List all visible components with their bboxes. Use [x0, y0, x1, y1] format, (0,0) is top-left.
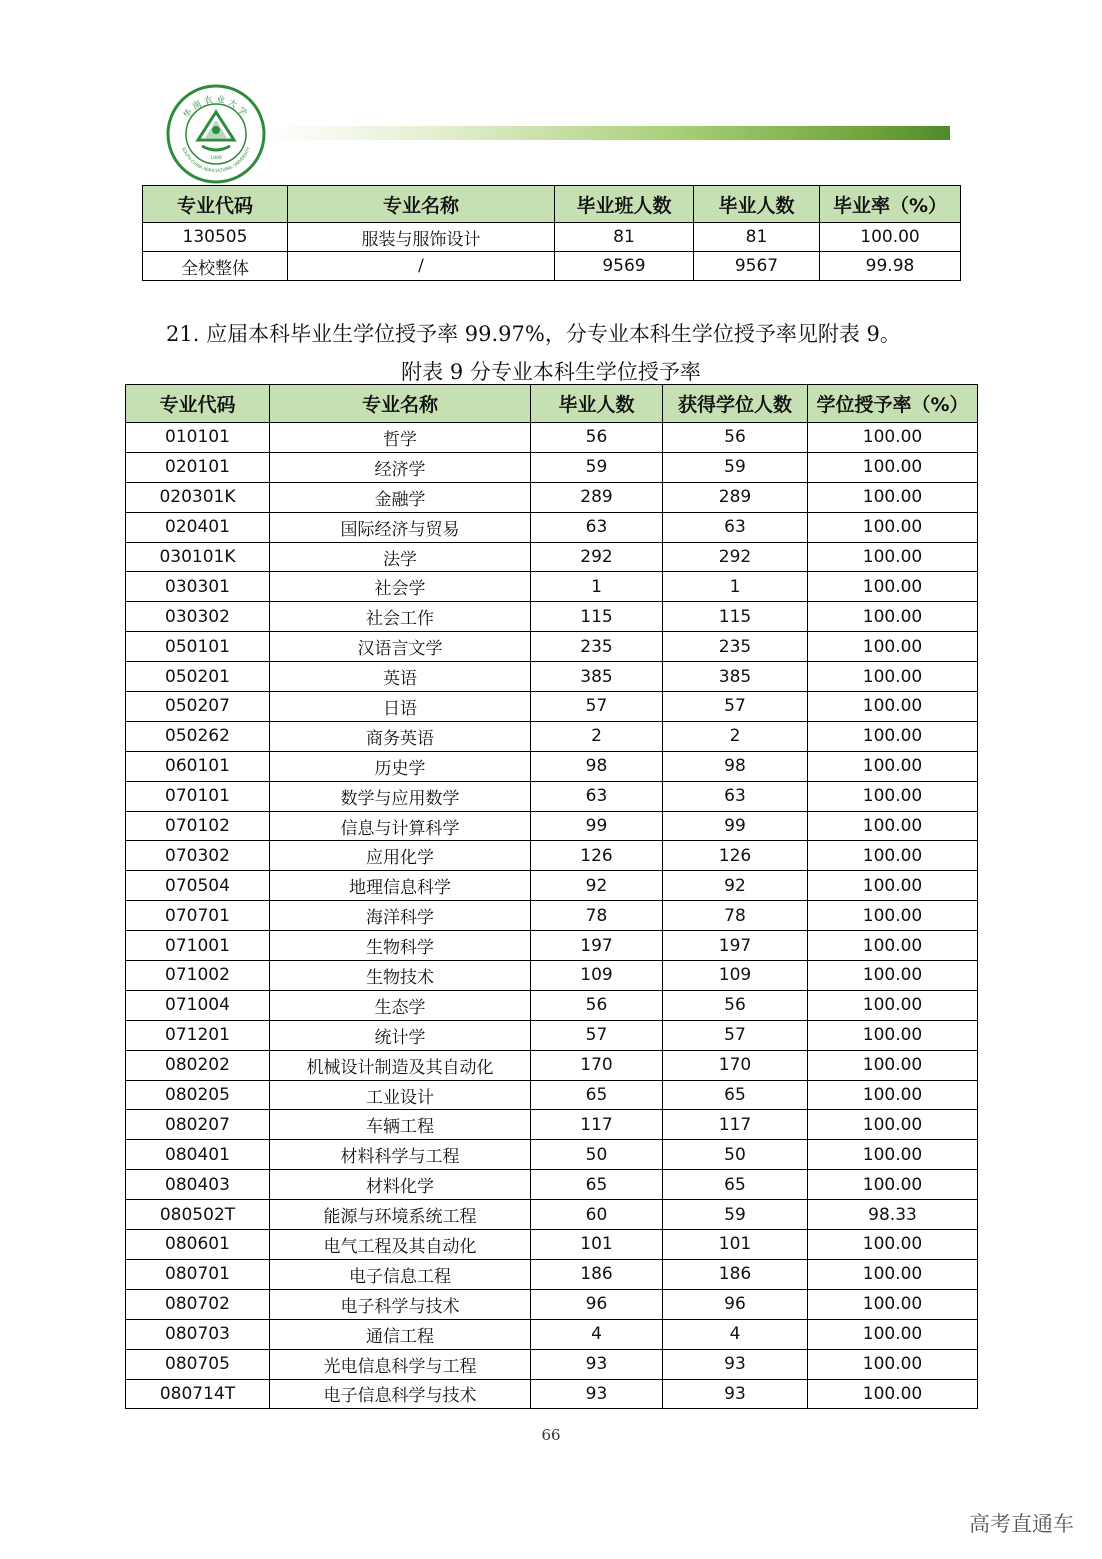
table-row: [126, 841, 978, 871]
cell-count-b: 63: [663, 781, 808, 811]
cell-major-code: 130505: [143, 223, 288, 252]
table-row: [126, 871, 978, 901]
cell-count-b: 4: [663, 1319, 808, 1349]
cell-rate: 100.00: [808, 871, 978, 901]
cell-rate: 100.00: [808, 602, 978, 632]
table-row: [126, 1170, 978, 1200]
cell-major-name: 国际经济与贸易: [270, 512, 531, 542]
table9-caption: 附表 9 分专业本科生学位授予率: [401, 360, 701, 384]
cell-rate: 100.00: [808, 1140, 978, 1170]
cell-rate: 100.00: [808, 990, 978, 1020]
cell-major-code: 080705: [126, 1349, 270, 1379]
table-row: [126, 901, 978, 931]
cell-count-b: 81: [694, 223, 820, 252]
cell-major-name: 金融学: [270, 482, 531, 512]
header-major-name: 专业名称: [288, 186, 555, 223]
cell-major-code: 050201: [126, 662, 270, 692]
cell-major-name: 车辆工程: [270, 1110, 531, 1140]
cell-rate: 100.00: [808, 931, 978, 961]
cell-major-name: 海洋科学: [270, 901, 531, 931]
cell-major-code: 030101K: [126, 542, 270, 572]
cell-count-a: 57: [531, 692, 663, 722]
cell-rate: 100.00: [808, 572, 978, 602]
table-row: [126, 482, 978, 512]
cell-count-a: 385: [531, 662, 663, 692]
cell-count-a: 57: [531, 1020, 663, 1050]
cell-count-a: 63: [531, 781, 663, 811]
cell-rate: 100.00: [808, 1080, 978, 1110]
cell-count-b: 78: [663, 901, 808, 931]
cell-count-a: 170: [531, 1050, 663, 1080]
table-row: [126, 512, 978, 542]
cell-count-b: 63: [663, 512, 808, 542]
cell-major-code: 080207: [126, 1110, 270, 1140]
university-logo: [166, 84, 266, 184]
cell-count-a: 197: [531, 931, 663, 961]
cell-rate: 100.00: [808, 632, 978, 662]
cell-major-code: 070302: [126, 841, 270, 871]
header-degree-rate: 学位授予率（%）: [808, 385, 978, 423]
cell-rate: 100.00: [808, 1230, 978, 1260]
cell-count-b: 59: [663, 1200, 808, 1230]
header-graduate-count: 毕业人数: [531, 385, 663, 423]
cell-rate: 100.00: [808, 482, 978, 512]
table-row: [126, 1200, 978, 1230]
cell-count-b: 197: [663, 931, 808, 961]
cell-count-a: 9569: [555, 252, 694, 281]
cell-rate: 100.00: [808, 1379, 978, 1409]
cell-count-b: 56: [663, 423, 808, 453]
cell-rate: 99.98: [820, 252, 961, 281]
cell-rate: 100.00: [808, 961, 978, 991]
watermark-text: 高考直通车: [969, 1512, 1074, 1536]
cell-count-a: 63: [531, 512, 663, 542]
logo-year: 1909: [210, 156, 222, 161]
cell-major-name: 电子信息科学与技术: [270, 1379, 531, 1409]
cell-major-name: 电气工程及其自动化: [270, 1230, 531, 1260]
cell-major-code: 071004: [126, 990, 270, 1020]
table-row: [126, 542, 978, 572]
cell-rate: 100.00: [808, 781, 978, 811]
cell-count-b: 65: [663, 1080, 808, 1110]
cell-rate: 100.00: [808, 721, 978, 751]
cell-count-b: 65: [663, 1170, 808, 1200]
cell-major-code: 071002: [126, 961, 270, 991]
table-row: [126, 602, 978, 632]
cell-count-a: 56: [531, 423, 663, 453]
cell-count-a: 101: [531, 1230, 663, 1260]
table-row: [126, 1289, 978, 1319]
cell-rate: 100.00: [808, 1319, 978, 1349]
cell-rate: 100.00: [808, 1349, 978, 1379]
cell-major-name: 生物技术: [270, 961, 531, 991]
cell-rate: 100.00: [808, 1289, 978, 1319]
table-row: [126, 692, 978, 722]
graduation-rate-table: [142, 185, 961, 281]
cell-count-a: 96: [531, 1289, 663, 1319]
logo-university-name: 华南农业大学: [181, 94, 251, 121]
cell-major-code: 030301: [126, 572, 270, 602]
table-row: [126, 423, 978, 453]
table-row: [126, 1259, 978, 1289]
header-graduate-count: 毕业人数: [694, 186, 820, 223]
cell-count-a: 65: [531, 1080, 663, 1110]
cell-count-a: 289: [531, 482, 663, 512]
cell-rate: 100.00: [808, 423, 978, 453]
cell-count-b: 98: [663, 751, 808, 781]
cell-count-a: 1: [531, 572, 663, 602]
cell-major-code: 050207: [126, 692, 270, 722]
cell-major-name: 生态学: [270, 990, 531, 1020]
cell-major-code: 071201: [126, 1020, 270, 1050]
cell-count-b: 126: [663, 841, 808, 871]
cell-major-code: 060101: [126, 751, 270, 781]
cell-count-a: 99: [531, 811, 663, 841]
cell-major-name: 工业设计: [270, 1080, 531, 1110]
cell-count-b: 289: [663, 482, 808, 512]
cell-count-b: 2: [663, 721, 808, 751]
cell-count-b: 1: [663, 572, 808, 602]
header-major-code: 专业代码: [126, 385, 270, 423]
cell-major-code: 全校整体: [143, 252, 288, 281]
cell-count-a: 81: [555, 223, 694, 252]
cell-count-a: 93: [531, 1349, 663, 1379]
cell-rate: 100.00: [808, 512, 978, 542]
cell-major-name: 哲学: [270, 423, 531, 453]
cell-major-name: 机械设计制造及其自动化: [270, 1050, 531, 1080]
cell-count-b: 115: [663, 602, 808, 632]
table-row: [126, 990, 978, 1020]
table-row: [126, 1319, 978, 1349]
cell-count-b: 57: [663, 692, 808, 722]
cell-count-b: 109: [663, 961, 808, 991]
cell-count-b: 99: [663, 811, 808, 841]
cell-rate: 100.00: [820, 223, 961, 252]
table-row: [126, 1020, 978, 1050]
cell-major-name: 历史学: [270, 751, 531, 781]
table-row: [126, 751, 978, 781]
cell-major-code: 080702: [126, 1289, 270, 1319]
header-graduation-rate: 毕业率（%）: [820, 186, 961, 223]
cell-rate: 100.00: [808, 1050, 978, 1080]
cell-rate: 98.33: [808, 1200, 978, 1230]
cell-major-code: 030302: [126, 602, 270, 632]
table-row: [126, 931, 978, 961]
cell-major-name: /: [288, 252, 555, 281]
cell-major-code: 080714T: [126, 1379, 270, 1409]
cell-major-code: 070701: [126, 901, 270, 931]
degree-rate-table: [125, 384, 978, 1409]
cell-major-name: 光电信息科学与工程: [270, 1349, 531, 1379]
table-row: [126, 1140, 978, 1170]
table-row: [126, 1110, 978, 1140]
cell-major-code: 080703: [126, 1319, 270, 1349]
cell-rate: 100.00: [808, 751, 978, 781]
cell-rate: 100.00: [808, 452, 978, 482]
table-header-row: [143, 186, 961, 223]
cell-count-a: 56: [531, 990, 663, 1020]
table-row: [126, 572, 978, 602]
cell-major-name: 商务英语: [270, 721, 531, 751]
cell-major-code: 071001: [126, 931, 270, 961]
cell-rate: 100.00: [808, 1170, 978, 1200]
header-gradient-bar: [268, 126, 950, 140]
cell-major-code: 020301K: [126, 482, 270, 512]
cell-count-b: 92: [663, 871, 808, 901]
table-row: [126, 1230, 978, 1260]
cell-major-name: 材料化学: [270, 1170, 531, 1200]
table-row: [126, 811, 978, 841]
cell-count-a: 92: [531, 871, 663, 901]
cell-major-name: 英语: [270, 662, 531, 692]
cell-rate: 100.00: [808, 841, 978, 871]
cell-rate: 100.00: [808, 1259, 978, 1289]
table-row: [126, 452, 978, 482]
cell-count-a: 126: [531, 841, 663, 871]
cell-major-name: 电子信息工程: [270, 1259, 531, 1289]
cell-count-b: 59: [663, 452, 808, 482]
cell-count-a: 60: [531, 1200, 663, 1230]
table-row: [126, 961, 978, 991]
table-row: [126, 1080, 978, 1110]
cell-count-a: 115: [531, 602, 663, 632]
cell-count-b: 96: [663, 1289, 808, 1319]
cell-major-name: 材料科学与工程: [270, 1140, 531, 1170]
cell-major-name: 地理信息科学: [270, 871, 531, 901]
cell-count-a: 292: [531, 542, 663, 572]
cell-major-name: 社会工作: [270, 602, 531, 632]
cell-count-b: 93: [663, 1379, 808, 1409]
cell-count-a: 2: [531, 721, 663, 751]
cell-major-name: 法学: [270, 542, 531, 572]
table-row: [126, 632, 978, 662]
table-row: [126, 1379, 978, 1409]
cell-major-name: 通信工程: [270, 1319, 531, 1349]
cell-major-name: 数学与应用数学: [270, 781, 531, 811]
cell-count-b: 117: [663, 1110, 808, 1140]
cell-rate: 100.00: [808, 542, 978, 572]
cell-major-name: 生物科学: [270, 931, 531, 961]
cell-major-code: 070102: [126, 811, 270, 841]
cell-major-code: 070101: [126, 781, 270, 811]
cell-count-b: 235: [663, 632, 808, 662]
cell-count-a: 4: [531, 1319, 663, 1349]
cell-count-b: 101: [663, 1230, 808, 1260]
cell-major-code: 080205: [126, 1080, 270, 1110]
cell-major-name: 日语: [270, 692, 531, 722]
cell-major-code: 080202: [126, 1050, 270, 1080]
cell-major-name: 经济学: [270, 452, 531, 482]
cell-major-name: 统计学: [270, 1020, 531, 1050]
cell-count-a: 186: [531, 1259, 663, 1289]
table-row: [126, 1050, 978, 1080]
logo-english-name: SOUTH CHINA AGRICULTURAL UNIVERSITY: [181, 146, 251, 174]
cell-count-b: 292: [663, 542, 808, 572]
cell-major-name: 服装与服饰设计: [288, 223, 555, 252]
cell-major-code: 020101: [126, 452, 270, 482]
cell-major-code: 050101: [126, 632, 270, 662]
cell-rate: 100.00: [808, 1110, 978, 1140]
cell-major-code: 080701: [126, 1259, 270, 1289]
cell-major-name: 汉语言文学: [270, 632, 531, 662]
table-header-row: [126, 385, 978, 423]
table-row: [126, 721, 978, 751]
cell-count-a: 235: [531, 632, 663, 662]
cell-major-code: 080502T: [126, 1200, 270, 1230]
cell-major-code: 070504: [126, 871, 270, 901]
cell-count-b: 9567: [694, 252, 820, 281]
cell-major-code: 010101: [126, 423, 270, 453]
cell-count-b: 57: [663, 1020, 808, 1050]
cell-count-b: 56: [663, 990, 808, 1020]
cell-rate: 100.00: [808, 662, 978, 692]
cell-count-b: 93: [663, 1349, 808, 1379]
table-row: [126, 662, 978, 692]
cell-major-code: 050262: [126, 721, 270, 751]
cell-major-name: 应用化学: [270, 841, 531, 871]
cell-count-a: 50: [531, 1140, 663, 1170]
table-row: [143, 223, 961, 252]
cell-count-b: 50: [663, 1140, 808, 1170]
cell-count-b: 170: [663, 1050, 808, 1080]
cell-rate: 100.00: [808, 901, 978, 931]
cell-count-a: 65: [531, 1170, 663, 1200]
header-major-code: 专业代码: [143, 186, 288, 223]
cell-major-name: 能源与环境系统工程: [270, 1200, 531, 1230]
cell-major-code: 080401: [126, 1140, 270, 1170]
cell-count-a: 98: [531, 751, 663, 781]
header-major-name: 专业名称: [270, 385, 531, 423]
cell-count-b: 385: [663, 662, 808, 692]
table-row: [126, 1349, 978, 1379]
table-row: [143, 252, 961, 281]
cell-count-a: 59: [531, 452, 663, 482]
cell-count-b: 186: [663, 1259, 808, 1289]
cell-rate: 100.00: [808, 1020, 978, 1050]
cell-major-name: 社会学: [270, 572, 531, 602]
cell-rate: 100.00: [808, 811, 978, 841]
paragraph-21: 21. 应届本科毕业生学位授予率 99.97%，分专业本科生学位授予率见附表 9。: [166, 322, 901, 346]
cell-major-code: 080601: [126, 1230, 270, 1260]
cell-count-a: 109: [531, 961, 663, 991]
cell-count-a: 93: [531, 1379, 663, 1409]
table-row: [126, 781, 978, 811]
cell-major-name: 电子科学与技术: [270, 1289, 531, 1319]
cell-major-code: 080403: [126, 1170, 270, 1200]
cell-major-name: 信息与计算科学: [270, 811, 531, 841]
cell-count-a: 78: [531, 901, 663, 931]
cell-major-code: 020401: [126, 512, 270, 542]
cell-count-a: 117: [531, 1110, 663, 1140]
cell-rate: 100.00: [808, 692, 978, 722]
header-degree-count: 获得学位人数: [663, 385, 808, 423]
header-class-count: 毕业班人数: [555, 186, 694, 223]
page-number: 66: [541, 1426, 561, 1444]
